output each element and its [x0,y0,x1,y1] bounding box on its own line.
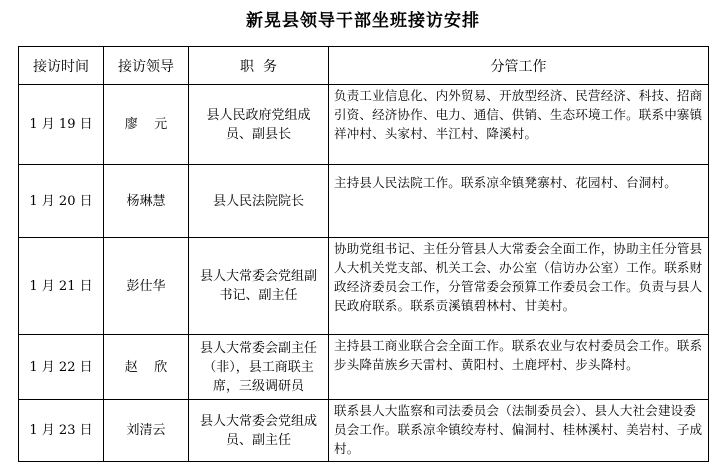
header-post: 职 务 [189,47,329,85]
schedule-table [18,46,709,462]
cell-duties: 主持县人民法院工作。联系凉伞镇凳寨村、花园村、台洞村。 [329,165,709,238]
cell-leader: 刘清云 [104,400,189,462]
cell-date: 1 月 20 日 [19,165,104,238]
table-row [19,85,709,165]
cell-duties: 负责工业信息化、内外贸易、开放型经济、民营经济、科技、招商引资、经济协作、电力、通信、供销、生态环境工作。联系中寨镇祥冲村、头家村、半江村、降溪村。 [329,85,709,165]
cell-leader: 廖 元 [104,85,189,165]
cell-date: 1 月 19 日 [19,85,104,165]
cell-duties: 联系县人大监察和司法委员会（法制委员会）、县人大社会建设委员会工作。联系凉伞镇绞寿村、偏洞村、桂林溪村、美岩村、子成村。 [329,400,709,462]
table-row [19,238,709,335]
cell-leader: 杨琳慧 [104,165,189,238]
cell-duties: 主持县工商业联合会全面工作。联系农业与农村委员会工作。联系步头降苗族乡天雷村、黄阳村、土鹿坪村、步头降村。 [329,335,709,400]
table-row [19,335,709,400]
cell-leader: 赵 欣 [104,335,189,400]
table-row [19,165,709,238]
header-date: 接访时间 [19,47,104,85]
cell-post: 县人大常委会党组副书记、副主任 [189,238,329,335]
cell-post: 县人民政府党组成员、副县长 [189,85,329,165]
table-header-row [19,47,709,85]
cell-leader: 彭仕华 [104,238,189,335]
cell-date: 1 月 21 日 [19,238,104,335]
cell-date: 1 月 22 日 [19,335,104,400]
cell-date: 1 月 23 日 [19,400,104,462]
header-duties: 分管工作 [329,47,709,85]
cell-post: 县人大常委会副主任（非），县工商联主席，三级调研员 [189,335,329,400]
page-title: 新晃县领导干部坐班接访安排 [246,11,480,31]
cell-duties: 协助党组书记、主任分管县人大常委会全面工作，协助主任分管县人大机关党支部、机关工会、办公室（信访办公室）工作。联系财政经济委员会工作，分管常委会预算工作委员会工作。负责与县人民政府联系。联系贡溪镇碧林村、甘美村。 [329,238,709,335]
cell-post: 县人大常委会党组成员、副主任 [189,400,329,462]
table-row [19,400,709,462]
header-leader: 接访领导 [104,47,189,85]
cell-post: 县人民法院院长 [189,165,329,238]
